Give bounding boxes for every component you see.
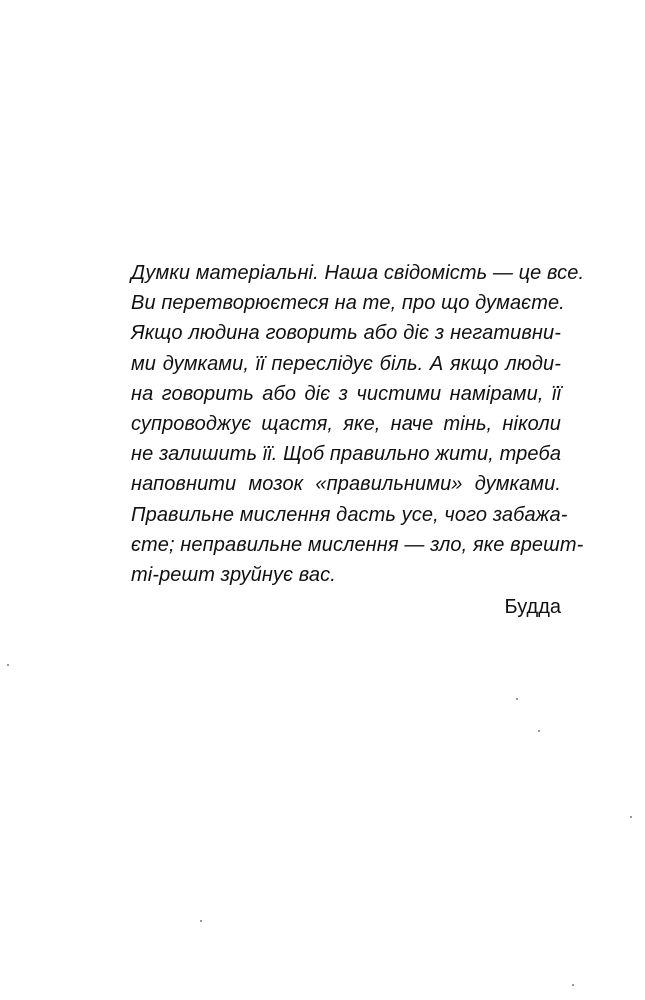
quote-line: Правильне мислення дасть усе, чого забажа- bbox=[131, 503, 568, 526]
quote-line: на говорить або діє з чистими намірами, її bbox=[131, 382, 561, 405]
scan-speck bbox=[630, 816, 632, 818]
quote-line: Ви перетворюєтеся на те, про що думаєте. bbox=[131, 292, 565, 315]
quote-line: супроводжує щастя, яке, наче тінь, ніколи bbox=[131, 413, 561, 436]
quote-line: не залишить її. Щоб правильно жити, треба bbox=[131, 443, 562, 466]
scan-speck bbox=[200, 920, 202, 922]
quote-line: ті-решт зруйнує вас. bbox=[131, 564, 336, 587]
quote-line: Думки матеріальні. Наша свідомість — це все. bbox=[131, 262, 585, 284]
epigraph-quote bbox=[131, 258, 585, 622]
quote-line: наповнити мозок «правильними» думками. bbox=[131, 473, 561, 496]
scan-speck bbox=[7, 664, 9, 666]
scan-speck bbox=[572, 984, 574, 986]
scan-speck bbox=[516, 698, 518, 700]
quote-line: єте; неправильне мислення — зло, яке врешт- bbox=[131, 533, 584, 556]
scan-speck bbox=[538, 730, 540, 732]
quote-line: Якщо людина говорить або діє з негативни- bbox=[131, 322, 561, 345]
quote-line: ми думками, її переслідує біль. А якщо люди- bbox=[131, 352, 561, 375]
quote-author: Будда bbox=[504, 596, 561, 619]
